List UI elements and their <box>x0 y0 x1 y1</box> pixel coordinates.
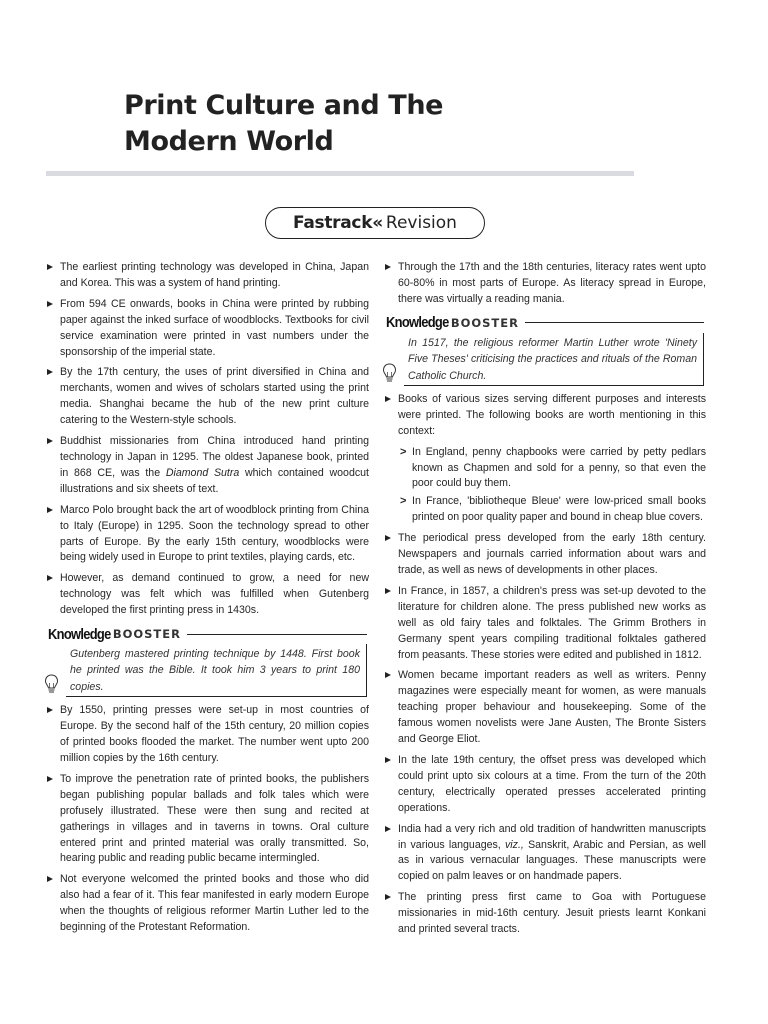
bullet-point: Marco Polo brought back the art of woodblock printing from China to Italy (Europe) in 1295. Soon the technology spread to other parts of Europe. By the early 15th century, woodblocks were being widely used in Europe to print textiles, playing cards, etc. <box>46 503 369 567</box>
knowledge-booster-word2: BOOSTER <box>112 627 181 642</box>
title-divider <box>46 171 634 176</box>
bullet-point: From 594 CE onwards, books in China were printed by rubbing paper against the inked surface of woodblocks. Textbooks for civil service examination were printed in vast numbers under the sponsorship of the imperial state. <box>46 297 369 361</box>
heading-rule <box>525 322 704 323</box>
bullet-point: Books of various sizes serving different purposes and interests were printed. The following books are worth mentioning in this context: <box>384 392 706 440</box>
knowledge-booster-word1: Knowledge <box>386 314 449 332</box>
bullet-point: India had a very rich and old tradition of handwritten manuscripts in various languages, viz., Sanskrit, Arabic and Persian, as well as in various vernacular languages. These manuscripts were copied on palm leaves or on handmade papers. <box>384 822 706 886</box>
book-title-italic: Diamond Sutra <box>165 466 240 479</box>
sub-bullet-point: > In England, penny chapbooks were carried by petty pedlars known as Chapmen and sold for a penny, so that even the poor could buy them. <box>400 445 706 490</box>
bullet-point: Buddhist missionaries from China introduced hand printing technology in Japan in 1295. The oldest Japanese book, printed in 868 CE, was the Diamond Sutra which contained woodcut illustrations and six sheets of text. <box>46 434 369 498</box>
bullet-point: Women became important readers as well as writers. Penny magazines were especially meant for women, as were manuals teaching proper behaviour and housekeeping. Some of the famous women novelists were Jane Austen, The Bronte Sisters and George Eliot. <box>384 668 706 748</box>
lightbulb-icon <box>44 673 59 695</box>
badge-brand-mark: « <box>372 213 383 233</box>
page-title-line-1: Print Culture and The <box>124 90 444 121</box>
bullet-point: Not everyone welcomed the printed books and those who did also had a fear of it. This fear manifested in early modern Europe when the thoughts of religious reformer Martin Luther led to the beginning of the Protestant Reformation. <box>46 872 369 936</box>
knowledge-booster-box <box>46 624 369 697</box>
fastrack-revision-badge <box>265 207 485 239</box>
viz-italic: viz., <box>505 838 524 851</box>
knowledge-booster-box <box>384 313 706 386</box>
badge-brand: Fastrack <box>293 213 373 233</box>
chevron-right-icon: > <box>400 495 407 508</box>
bullet-point: However, as demand continued to grow, a need for new technology was felt which was fulfilled when Gutenberg developed the first printing press in 1430s. <box>46 571 369 619</box>
bullet-point: The earliest printing technology was developed in China, Japan and Korea. This was a system of hand printing. <box>46 260 369 292</box>
bullet-point: By 1550, printing presses were set-up in most countries of Europe. By the second half of the 15th century, 20 million copies of printed books flooded the market. The number went upto 200 million copies by the 16th century. <box>46 703 369 767</box>
chevron-right-icon: > <box>400 445 407 458</box>
badge-label: Revision <box>385 213 457 233</box>
page-title <box>124 88 443 160</box>
knowledge-booster-heading <box>48 624 367 644</box>
bullet-point: In France, in 1857, a children's press was set-up devoted to the literature for children alone. The press published new works as well as old fairy tales and folktales. The Grimm Brothers in Germany spent years compiling traditional folktales gathered from peasants. These stories were edited and published in 1812. <box>384 584 706 664</box>
sub-bullet-point: > In France, 'bibliotheque Bleue' were low-priced small books printed on poor quality paper and bound in cheap blue covers. <box>400 495 706 524</box>
heading-rule <box>187 634 367 635</box>
page-title-line-2: Modern World <box>124 126 334 157</box>
bullet-point: The periodical press developed from the early 18th century. Newspapers and journals carried information about wars and trade, as well as news of developments in other places. <box>384 531 706 579</box>
right-column <box>384 260 706 943</box>
bullet-point: In the late 19th century, the offset press was developed which could print upto six colours at a time. From the turn of the 20th century, electrically operated presses accelerated printing operations. <box>384 753 706 817</box>
bullet-point: The printing press first came to Goa with Portuguese missionaries in mid-16th century. Jesuit priests learnt Konkani and printed several tracts. <box>384 890 706 938</box>
knowledge-booster-word2: BOOSTER <box>450 315 519 330</box>
bullet-point: To improve the penetration rate of printed books, the publishers began publishing popular ballads and folk tales which were profusely illustrated. These were then sung and recited at gatherings in villages and in taverns in towns. Oral culture entered print and printed material was orally transmitted. So, hearing public and reading public became intermingled. <box>46 772 369 867</box>
bullet-point: By the 17th century, the uses of print diversified in China and merchants, women and wives of scholars started using the print media. Shanghai became the hub of the new print culture catering to the Western-style schools. <box>46 365 369 429</box>
knowledge-booster-word1: Knowledge <box>48 625 111 643</box>
lightbulb-icon <box>382 362 397 384</box>
left-column <box>46 260 369 941</box>
knowledge-booster-heading <box>386 313 704 333</box>
bullet-point: Through the 17th and the 18th centuries, literacy rates went upto 60-80% in most parts of Europe. As literacy spread in Europe, there was virtually a reading mania. <box>384 260 706 308</box>
knowledge-booster-text: In 1517, the religious reformer Martin Luther wrote 'Ninety Five Theses' criticising the practices and rituals of the Roman Catholic Church. <box>404 333 704 386</box>
knowledge-booster-text: Gutenberg mastered printing technique by 1448. First book he printed was the Bible. It took him 3 years to print 180 copies. <box>66 644 367 697</box>
